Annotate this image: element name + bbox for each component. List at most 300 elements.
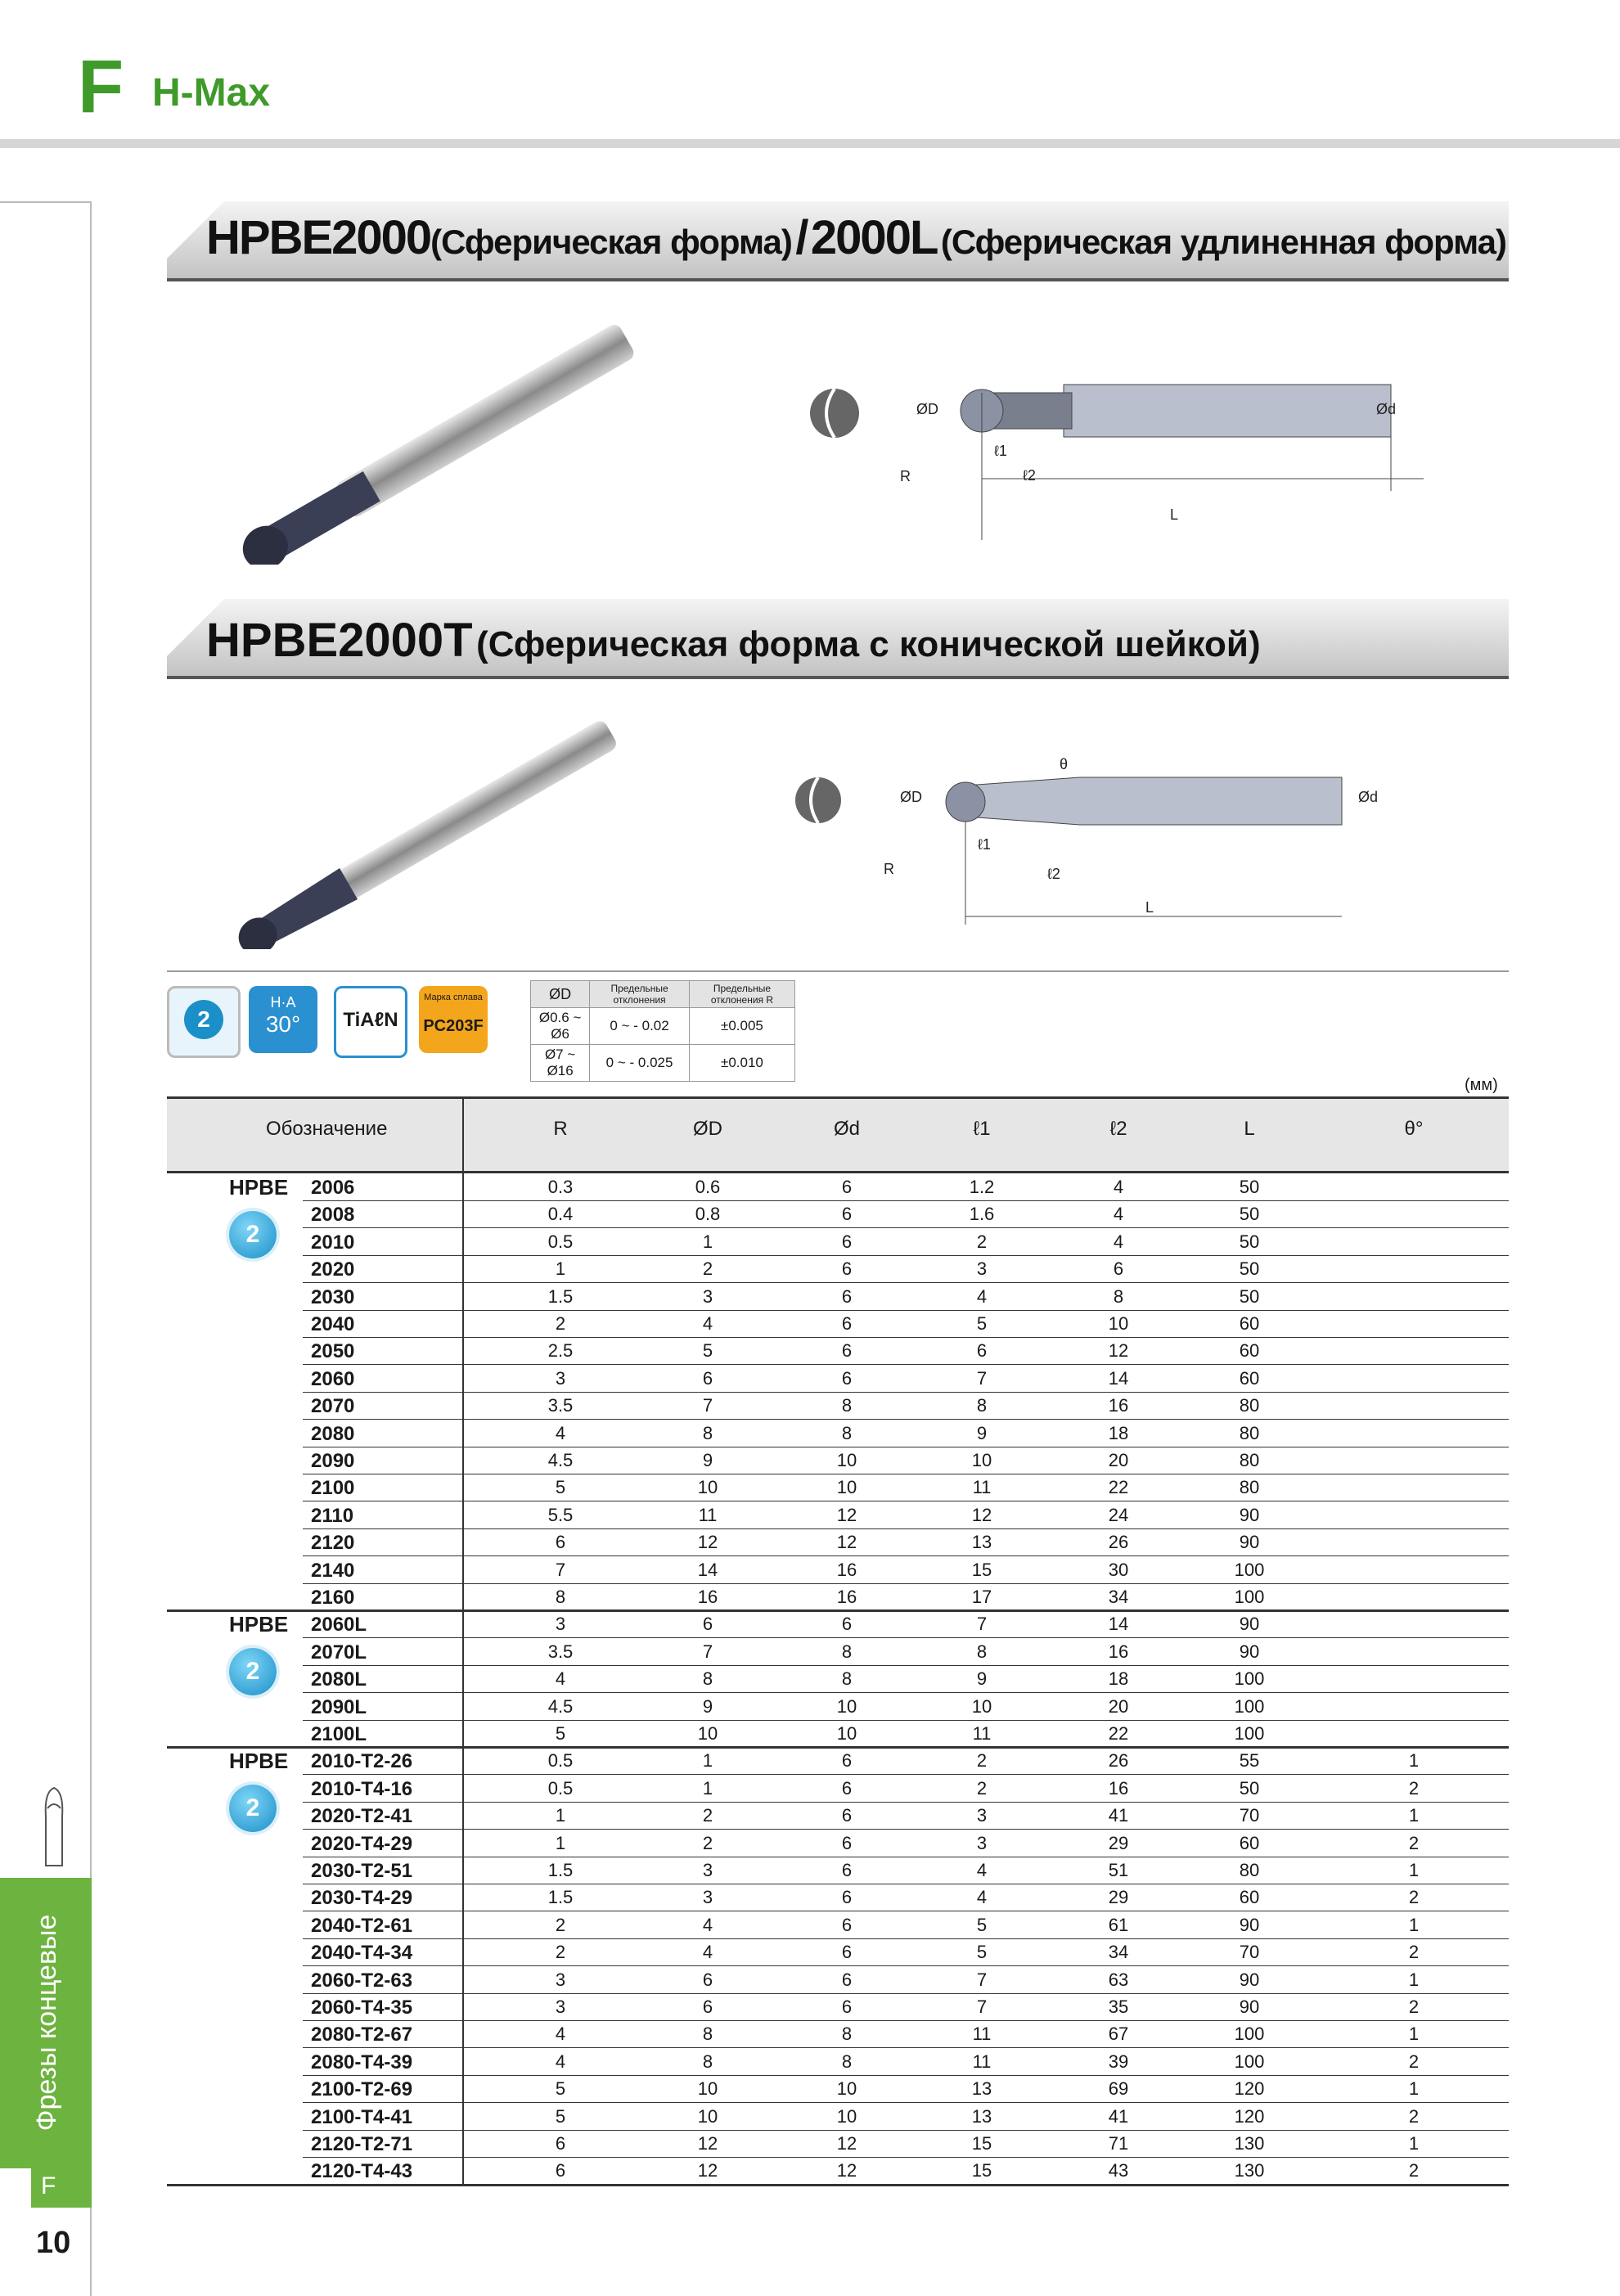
table-row [303, 1966, 1509, 1994]
cell-value: 11 [972, 2024, 992, 2045]
cell-value: 2 [976, 1750, 988, 1772]
cell-value: 6 [841, 1914, 853, 1935]
cell-value: 6 [555, 1532, 566, 1553]
table-row [303, 1173, 1509, 1201]
cell-value: 5 [976, 1942, 988, 1963]
cell-value: 0.5 [547, 1750, 574, 1772]
cell-value: 80 [1239, 1860, 1260, 1880]
cell-value: 1.6 [969, 1204, 995, 1225]
cell-value: 4 [976, 1887, 988, 1908]
cell-value: 50 [1239, 1777, 1260, 1799]
cell-value: 1.5 [547, 1285, 574, 1307]
tolerance-table: ØD Предельные отклонения Предельные отклонения R Ø0.6 ~ Ø6 0 ~ - 0.02 ±0.005 Ø7 ~ Ø16 0 ~ - 0.025 ±0.010 [530, 980, 795, 1082]
col-R: R [553, 1118, 568, 1140]
cell-value: 4 [1113, 1231, 1124, 1252]
cell-value: 1 [555, 1832, 566, 1853]
table-row [303, 1283, 1509, 1311]
cell-value: 2 [702, 1258, 713, 1280]
cell-value: 6 [841, 1832, 853, 1853]
cell-value: 7 [976, 1614, 988, 1635]
cell-value: 14 [1108, 1614, 1129, 1635]
cell-value: 3 [976, 1805, 988, 1826]
dim-l2-2: ℓ2 [1047, 866, 1060, 882]
cell-value: 12 [697, 1532, 718, 1553]
cell-value: 41 [1108, 1805, 1129, 1826]
cell-designation: 2060L [311, 1614, 367, 1636]
coating-icon: TiAℓN [334, 986, 407, 1058]
cell-value: 6 [841, 1177, 853, 1197]
cell-value: 4 [702, 1313, 713, 1334]
cell-value: 16 [1108, 1395, 1129, 1416]
cell-designation: 2100 [311, 1477, 355, 1500]
cell-value: 20 [1108, 1450, 1129, 1470]
cell-value: 6 [841, 1614, 853, 1635]
cell-value: 8 [841, 1395, 853, 1416]
cell-value: 130 [1234, 2133, 1265, 2154]
cell-value: 120 [1234, 2078, 1265, 2100]
table-row [303, 1884, 1509, 1911]
cell-value: 2 [555, 1313, 566, 1334]
cell-value: 90 [1239, 1614, 1260, 1635]
cell-designation: 2070L [311, 1641, 367, 1663]
cell-designation: 2040-T4-34 [311, 1942, 413, 1965]
cell-designation: 2160 [311, 1587, 355, 1609]
cell-value: 6 [841, 1997, 853, 2017]
cell-value: 1.5 [547, 1860, 574, 1880]
cell-value: 1.2 [969, 1177, 995, 1197]
cell-value: 61 [1108, 1914, 1129, 1935]
cell-value: 3 [976, 1258, 988, 1280]
cell-value: 6 [841, 1969, 853, 1990]
cell-value: 2 [1408, 1997, 1420, 2017]
cell-designation: 2020-T4-29 [311, 1832, 413, 1855]
cell-value: 51 [1108, 1860, 1129, 1880]
cell-value: 3 [702, 1285, 713, 1307]
cell-value: 2 [555, 1942, 566, 1963]
cell-value: 71 [1108, 2133, 1129, 2154]
cell-value: 15 [971, 2160, 992, 2181]
cell-value: 10 [836, 1723, 857, 1744]
cell-value: 13 [971, 2105, 992, 2127]
cell-value: 3 [555, 1997, 566, 2017]
table-row [303, 2157, 1509, 2185]
table-row [303, 1775, 1509, 1803]
cell-value: 3 [976, 1832, 988, 1853]
cell-value: 5 [555, 2078, 566, 2100]
cell-value: 8 [841, 2024, 853, 2045]
cell-value: 18 [1108, 1668, 1129, 1690]
table-row [303, 1392, 1509, 1420]
cell-value: 10 [971, 1450, 992, 1470]
table-row [303, 1665, 1509, 1693]
cell-designation: 2110 [311, 1504, 354, 1527]
dim-R: R [900, 468, 911, 484]
group-prefix: HPBE [229, 1175, 289, 1200]
cell-value: 50 [1239, 1204, 1260, 1225]
cell-designation: 2100L [311, 1723, 367, 1745]
cell-value: 7 [702, 1395, 713, 1416]
cell-value: 12 [836, 1504, 857, 1525]
group-prefix: HPBE [229, 1612, 289, 1637]
cell-value: 16 [1108, 1777, 1129, 1799]
cell-designation: 2010-T4-16 [311, 1777, 413, 1800]
table-row [303, 1830, 1509, 1857]
cell-value: 60 [1239, 1340, 1260, 1362]
cell-value: 11 [972, 2051, 992, 2072]
cell-value: 6 [702, 1997, 713, 2017]
cell-value: 10 [836, 1695, 857, 1717]
cell-value: 80 [1239, 1422, 1260, 1443]
table-row [303, 1447, 1509, 1474]
cell-value: 6 [1113, 1258, 1124, 1280]
cell-value: 2 [1408, 2105, 1420, 2127]
cell-value: 22 [1108, 1723, 1129, 1744]
cell-value: 8 [841, 1422, 853, 1443]
cell-value: 8 [841, 1641, 853, 1662]
dim-l2: ℓ2 [1023, 467, 1036, 484]
cell-value: 2 [555, 1914, 566, 1935]
cell-designation: 2060 [311, 1367, 355, 1390]
cell-designation: 2008 [311, 1204, 355, 1227]
cell-value: 6 [841, 1750, 853, 1772]
cell-value: 3 [555, 1969, 566, 1990]
cell-value: 3 [702, 1860, 713, 1880]
cell-value: 2.5 [547, 1340, 574, 1362]
cell-value: 10 [697, 1723, 718, 1744]
cell-value: 12 [971, 1504, 992, 1525]
section1-banner-rule [167, 278, 1509, 281]
cell-value: 35 [1108, 1997, 1129, 2017]
flute-badge: 2 [229, 1648, 277, 1695]
cell-value: 8 [555, 1587, 566, 1607]
dimension-diagram-2 [769, 753, 1424, 933]
cell-value: 16 [836, 1559, 857, 1580]
flute-badge: 2 [229, 1211, 277, 1258]
cell-designation: 2030-T4-29 [311, 1887, 413, 1910]
cell-value: 50 [1239, 1231, 1260, 1252]
col-L: L [1244, 1118, 1255, 1140]
table-row [303, 1228, 1509, 1256]
cell-value: 13 [971, 1532, 992, 1553]
cell-value: 16 [836, 1587, 857, 1607]
table-row [303, 1938, 1509, 1966]
cell-value: 12 [836, 2160, 857, 2181]
table-row [303, 2048, 1509, 2076]
cell-value: 43 [1108, 2160, 1129, 2181]
cell-designation: 2120-T4-43 [311, 2160, 413, 2183]
cell-value: 7 [702, 1641, 713, 1662]
cell-value: 2 [1408, 2160, 1420, 2181]
cell-value: 8 [702, 1668, 713, 1690]
table-row [303, 1337, 1509, 1365]
cell-designation: 2010 [311, 1231, 355, 1254]
cell-value: 100 [1234, 1668, 1265, 1690]
cell-value: 60 [1239, 1832, 1260, 1853]
cell-value: 2 [1408, 1942, 1420, 1963]
cell-value: 6 [841, 1860, 853, 1880]
cell-value: 7 [555, 1559, 566, 1580]
cell-value: 1 [555, 1805, 566, 1826]
table-row [303, 1255, 1509, 1283]
cell-value: 5.5 [547, 1504, 574, 1525]
cell-value: 4 [555, 1422, 566, 1443]
cell-value: 67 [1108, 2024, 1129, 2045]
table-row [303, 1693, 1509, 1721]
cell-value: 22 [1108, 1477, 1129, 1498]
cell-value: 8 [841, 1668, 853, 1690]
cell-value: 2 [976, 1231, 988, 1252]
cell-designation: 2010-T2-26 [311, 1750, 413, 1773]
dim-L-2: L [1145, 899, 1154, 916]
cell-designation: 2020 [311, 1258, 355, 1281]
cell-designation: 2100-T2-69 [311, 2078, 413, 2101]
cell-value: 100 [1234, 2051, 1265, 2072]
cell-value: 1 [1408, 1805, 1420, 1826]
cell-designation: 2120 [311, 1532, 355, 1555]
table-row [303, 1638, 1509, 1666]
cell-designation: 2040 [311, 1313, 355, 1335]
cell-value: 8 [1113, 1285, 1124, 1307]
cell-value: 6 [841, 1367, 853, 1389]
table-row [303, 1501, 1509, 1529]
cell-value: 1 [1408, 2024, 1420, 2045]
cell-value: 5 [555, 1477, 566, 1498]
col-l1: ℓ1 [973, 1118, 991, 1140]
cell-value: 24 [1108, 1504, 1129, 1525]
cell-designation: 2006 [311, 1177, 355, 1199]
cell-value: 10 [836, 1450, 857, 1470]
cell-value: 6 [841, 1258, 853, 1280]
cell-value: 12 [1108, 1340, 1129, 1362]
cell-designation: 2040-T2-61 [311, 1914, 413, 1937]
end-mill-icon [38, 1784, 70, 1874]
cell-value: 120 [1234, 2105, 1265, 2127]
cell-designation: 2080L [311, 1668, 367, 1691]
table-row [303, 1200, 1509, 1228]
cell-value: 2 [1408, 1887, 1420, 1908]
dim-D: ØD [916, 401, 938, 417]
cell-value: 10 [697, 2078, 718, 2100]
cell-designation: 2030-T2-51 [311, 1860, 413, 1882]
section-letter: F [78, 45, 124, 128]
cell-value: 3.5 [547, 1641, 574, 1662]
cell-value: 5 [555, 1723, 566, 1744]
cell-value: 80 [1239, 1395, 1260, 1416]
cell-designation: 2020-T2-41 [311, 1805, 413, 1828]
cell-value: 100 [1234, 2024, 1265, 2045]
cell-value: 14 [1108, 1367, 1129, 1389]
cell-value: 4 [555, 2051, 566, 2072]
cell-value: 5 [702, 1340, 713, 1362]
cell-value: 20 [1108, 1695, 1129, 1717]
cell-value: 2 [702, 1805, 713, 1826]
cell-value: 1.5 [547, 1887, 574, 1908]
cell-value: 10 [836, 2078, 857, 2100]
section1-banner [167, 201, 1509, 280]
sidebar-letter: F [41, 2172, 56, 2199]
cell-value: 12 [836, 2133, 857, 2154]
cell-designation: 2060-T2-63 [311, 1969, 413, 1992]
cell-value: 6 [976, 1340, 988, 1362]
cell-value: 41 [1108, 2105, 1129, 2127]
cell-value: 39 [1108, 2051, 1129, 2072]
table-row [303, 2103, 1509, 2131]
cell-value: 70 [1239, 1942, 1260, 1963]
sidebar-top-rule [0, 201, 92, 203]
cell-value: 26 [1108, 1532, 1129, 1553]
cell-value: 8 [702, 2051, 713, 2072]
cell-value: 1 [702, 1777, 713, 1799]
cell-value: 29 [1108, 1832, 1129, 1853]
cell-value: 90 [1239, 1504, 1260, 1525]
cell-value: 8 [976, 1641, 988, 1662]
cell-value: 100 [1234, 1587, 1265, 1607]
cell-value: 4 [702, 1942, 713, 1963]
cell-value: 80 [1239, 1450, 1260, 1470]
cell-value: 6 [841, 1805, 853, 1826]
cell-value: 90 [1239, 1914, 1260, 1935]
cell-value: 5 [976, 1313, 988, 1334]
cell-value: 100 [1234, 1559, 1265, 1580]
cell-value: 2 [702, 1832, 713, 1853]
cell-value: 1 [702, 1231, 713, 1252]
table-row [303, 1610, 1509, 1638]
cell-value: 9 [976, 1668, 988, 1690]
cell-value: 55 [1239, 1750, 1260, 1772]
cell-value: 11 [698, 1504, 718, 1525]
table-row [303, 1474, 1509, 1501]
tapered-end-mill-photo [213, 712, 655, 949]
cell-value: 4 [976, 1860, 988, 1880]
cell-value: 12 [697, 2133, 718, 2154]
dim-R-2: R [884, 861, 894, 877]
cell-value: 50 [1239, 1258, 1260, 1280]
cell-value: 7 [976, 1969, 988, 1990]
cell-value: 3 [555, 1367, 566, 1389]
cell-value: 2 [1408, 2051, 1420, 2072]
cell-value: 90 [1239, 1532, 1260, 1553]
cell-value: 6 [702, 1367, 713, 1389]
cell-value: 6 [702, 1614, 713, 1635]
cell-value: 3.5 [547, 1395, 574, 1416]
cell-value: 60 [1239, 1313, 1260, 1334]
cell-value: 6 [841, 1887, 853, 1908]
table-row [303, 2075, 1509, 2103]
cell-value: 9 [976, 1422, 988, 1443]
table-row [303, 1365, 1509, 1393]
cell-value: 7 [976, 1367, 988, 1389]
cell-value: 15 [971, 1559, 992, 1580]
group-divider [167, 2184, 1509, 2186]
cell-value: 6 [841, 1777, 853, 1799]
cell-value: 17 [971, 1587, 992, 1607]
cell-value: 15 [971, 2133, 992, 2154]
sidebar-label: Фрезы концевые [31, 1914, 62, 2132]
cell-value: 1 [702, 1750, 713, 1772]
cell-value: 16 [697, 1587, 718, 1607]
cell-value: 4 [702, 1914, 713, 1935]
header-rule [0, 139, 1620, 148]
dim-D-2: ØD [900, 789, 922, 805]
cell-designation: 2120-T2-71 [311, 2133, 413, 2155]
end-mill-photo [229, 319, 671, 565]
col-D: ØD [693, 1118, 722, 1140]
cell-value: 4.5 [547, 1450, 574, 1470]
cell-value: 130 [1234, 2160, 1265, 2181]
cell-value: 60 [1239, 1887, 1260, 1908]
cell-value: 90 [1239, 1641, 1260, 1662]
cell-value: 0.4 [547, 1204, 574, 1225]
cell-value: 12 [697, 2160, 718, 2181]
icons-rule [167, 970, 1509, 972]
cell-value: 1 [1408, 2133, 1420, 2154]
cell-value: 90 [1239, 1997, 1260, 2017]
flute-badge: 2 [229, 1785, 277, 1832]
cell-value: 26 [1108, 1750, 1129, 1772]
cell-value: 10 [836, 2105, 857, 2127]
col-l2: ℓ2 [1109, 1118, 1127, 1140]
cell-designation: 2090 [311, 1450, 355, 1472]
col-theta: θ° [1404, 1118, 1424, 1140]
cell-value: 6 [841, 1204, 853, 1225]
cell-value: 18 [1108, 1422, 1129, 1443]
table-row [303, 1720, 1509, 1748]
cell-value: 10 [697, 1477, 718, 1498]
cell-value: 63 [1108, 1969, 1129, 1990]
unit-label: (мм) [1465, 1076, 1498, 1094]
cell-value: 11 [972, 1477, 992, 1498]
table-row [303, 2130, 1509, 2158]
cell-designation: 2140 [311, 1559, 355, 1582]
cell-designation: 2070 [311, 1395, 355, 1418]
cell-value: 100 [1234, 1695, 1265, 1717]
col-d: Ød [833, 1118, 860, 1140]
dim-d: Ød [1376, 401, 1397, 417]
cell-value: 90 [1239, 1969, 1260, 1990]
cell-value: 69 [1108, 2078, 1129, 2100]
table-row [303, 2020, 1509, 2048]
cell-value: 4 [1113, 1177, 1124, 1197]
table-row [303, 1420, 1509, 1447]
cell-designation: 2080-T2-67 [311, 2024, 413, 2046]
cell-value: 5 [976, 1914, 988, 1935]
cell-designation: 2050 [311, 1340, 355, 1363]
cell-value: 1 [555, 1258, 566, 1280]
cell-value: 70 [1239, 1805, 1260, 1826]
cell-value: 8 [702, 1422, 713, 1443]
dimension-diagram-1 [794, 360, 1432, 540]
cell-value: 2 [1408, 1777, 1420, 1799]
cell-value: 0.8 [695, 1204, 721, 1225]
table-row [303, 1310, 1509, 1338]
table-row [303, 1993, 1509, 2021]
cell-value: 6 [841, 1313, 853, 1334]
helix-angle-icon: H·A 30° [249, 986, 317, 1053]
cell-value: 1 [1408, 1860, 1420, 1880]
dim-l1-2: ℓ1 [978, 836, 991, 853]
cell-value: 50 [1239, 1285, 1260, 1307]
cell-value: 4 [555, 1668, 566, 1690]
cell-value: 29 [1108, 1887, 1129, 1908]
section2-banner-rule [167, 676, 1509, 679]
cell-value: 16 [1108, 1641, 1129, 1662]
dim-l1: ℓ1 [994, 443, 1007, 459]
cell-value: 3 [555, 1614, 566, 1635]
page-number: 10 [36, 2226, 71, 2260]
grade-icon: Марка сплава PC203F [419, 986, 488, 1053]
group-prefix: HPBE [229, 1749, 289, 1774]
cell-value: 6 [841, 1231, 853, 1252]
